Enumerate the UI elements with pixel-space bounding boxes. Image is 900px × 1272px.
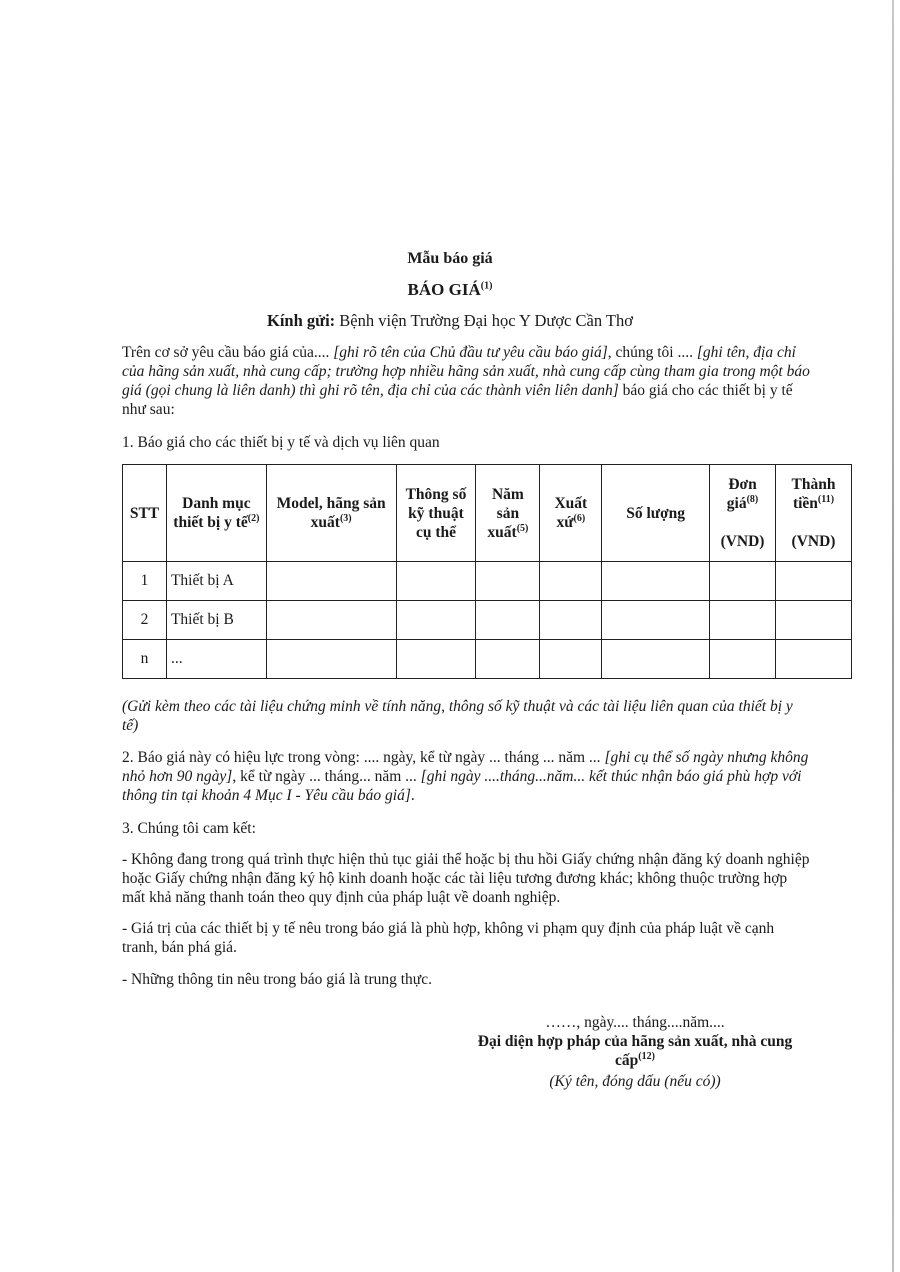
header-item	[166, 465, 266, 562]
validity-instruction-2: [ghi ngày ....tháng...năm... kết thúc nhận báo giá phù hợp với thông tin tại khoản 4 Mục I - Yêu cầu báo giá]	[122, 768, 802, 804]
commitment-item: - Giá trị của các thiết bị y tế nêu trong báo giá là phù hợp, không vi phạm quy định của pháp luật về cạnh tranh, bán phá giá.	[122, 920, 775, 956]
row-total	[776, 562, 852, 601]
attachment-note: (Gửi kèm theo các tài liệu chứng minh về tính năng, thông số kỹ thuật và các tài liệu liên quan của thiết bị y tế)	[122, 698, 793, 734]
representative-text: Đại diện hợp pháp của hãng sản xuất, nhà cung cấp	[477, 1033, 793, 1069]
header-stt: STT	[123, 465, 167, 562]
commitment-item: - Không đang trong quá trình thực hiện thủ tục giải thể hoặc bị thu hồi Giấy chứng nhận đăng ký doanh nghiệp hoặc Giấy chứng nhận đăng ký hộ kinh doanh hoặc các tài liệu tương đương khác; không thuộc trường hợp mất khả năng thanh toán theo quy định của pháp luật về doanh nghiệp.	[122, 851, 810, 906]
validity-text-1: 2. Báo giá này có hiệu lực trong vòng: .... ngày, kể từ ngày ... tháng ... năm ...	[122, 749, 605, 766]
recipient-label: Kính gửi:	[267, 311, 336, 330]
header-origin-text: Xuất xứ	[554, 495, 588, 531]
header-origin	[540, 465, 602, 562]
table-row	[123, 562, 852, 601]
row-unit-price	[710, 601, 776, 640]
table-row	[123, 640, 852, 679]
row-spec	[396, 601, 476, 640]
row-unit-price	[710, 562, 776, 601]
intro-text-2: , chúng tôi ....	[607, 344, 697, 361]
header-item-text: Danh mục thiết bị y tế	[173, 495, 251, 531]
header-unit-price	[710, 465, 776, 562]
document-title-footnote: (1)	[480, 280, 493, 292]
header-model-note: (3)	[339, 512, 352, 524]
row-spec	[396, 640, 476, 679]
header-total	[776, 465, 852, 562]
intro-paragraph	[122, 343, 812, 419]
row-quantity	[602, 562, 710, 601]
row-stt: 1	[123, 562, 167, 601]
signature-instruction: (Ký tên, đóng dấu (nếu có))	[549, 1073, 721, 1090]
header-year-text: Năm sản xuất	[487, 485, 524, 541]
row-model	[266, 601, 396, 640]
row-item: ...	[166, 640, 266, 679]
validity-text-2: , kể từ ngày ... tháng... năm ...	[232, 768, 421, 785]
header-unit-price-note: (8)	[746, 493, 759, 505]
row-origin	[540, 640, 602, 679]
header-model	[266, 465, 396, 562]
row-total	[776, 601, 852, 640]
section-1-title: 1. Báo giá cho các thiết bị y tế và dịch vụ liên quan	[122, 434, 440, 451]
intro-text-3: báo giá cho các thiết bị y tế như sau:	[122, 382, 793, 418]
table-row	[123, 601, 852, 640]
header-total-text: Thành tiền	[791, 476, 836, 512]
header-year-note: (5)	[516, 522, 529, 534]
table-header-row	[123, 465, 852, 562]
form-label: Mẫu báo giá	[407, 250, 493, 267]
recipient-line	[0, 311, 900, 331]
quotation-table	[122, 464, 852, 679]
row-quantity	[602, 601, 710, 640]
representative-note: (12)	[638, 1050, 655, 1062]
header-unit-price-text: Đơn giá	[726, 476, 757, 512]
row-spec	[396, 562, 476, 601]
intro-instruction-2: [ghi tên, địa chỉ của hãng sản xuất, nhà cung cấp; trường hợp nhiều hãng sản xuất, nhà cung cấp cùng tham gia trong một báo giá (gọi chung là liên danh) thì ghi rõ tên, địa chỉ của các thành viên liên danh]	[122, 344, 810, 399]
document-title-text: BÁO GIÁ	[407, 280, 481, 299]
row-unit-price	[710, 640, 776, 679]
header-total-note: (11)	[817, 493, 835, 505]
row-model	[266, 640, 396, 679]
header-total-unit: (VND)	[791, 533, 836, 550]
intro-text-1: Trên cơ sở yêu cầu báo giá của....	[122, 344, 334, 361]
row-model	[266, 562, 396, 601]
row-year	[476, 601, 540, 640]
header-unit-price-unit: (VND)	[720, 533, 765, 550]
row-quantity	[602, 640, 710, 679]
section-2-validity	[122, 748, 812, 805]
row-origin	[540, 601, 602, 640]
signature-date-line: ……, ngày.... tháng....năm....	[545, 1014, 725, 1031]
row-origin	[540, 562, 602, 601]
header-year	[476, 465, 540, 562]
row-stt: 2	[123, 601, 167, 640]
header-quantity: Số lượng	[602, 465, 710, 562]
recipient-name: Bệnh viện Trường Đại học Y Dược Cần Thơ	[339, 311, 633, 330]
row-stt: n	[123, 640, 167, 679]
signature-representative	[465, 1032, 805, 1070]
validity-instruction-1: [ghi cụ thể số ngày nhưng không nhỏ hơn 90 ngày]	[122, 749, 809, 785]
row-total	[776, 640, 852, 679]
header-item-note: (2)	[247, 512, 260, 524]
row-year	[476, 640, 540, 679]
header-spec: Thông số kỹ thuật cụ thể	[396, 465, 476, 562]
commitment-item: - Những thông tin nêu trong báo giá là trung thực.	[122, 971, 432, 988]
page-scan-edge	[892, 0, 894, 1272]
row-item: Thiết bị A	[166, 562, 266, 601]
validity-text-3: .	[410, 787, 415, 804]
row-year	[476, 562, 540, 601]
intro-instruction-1: [ghi rõ tên của Chủ đầu tư yêu cầu báo giá]	[333, 344, 608, 361]
document-title	[0, 280, 900, 300]
header-origin-note: (6)	[573, 512, 586, 524]
row-item: Thiết bị B	[166, 601, 266, 640]
section-3-title: 3. Chúng tôi cam kết:	[122, 820, 256, 837]
header-model-text: Model, hãng sản xuất	[276, 495, 386, 531]
